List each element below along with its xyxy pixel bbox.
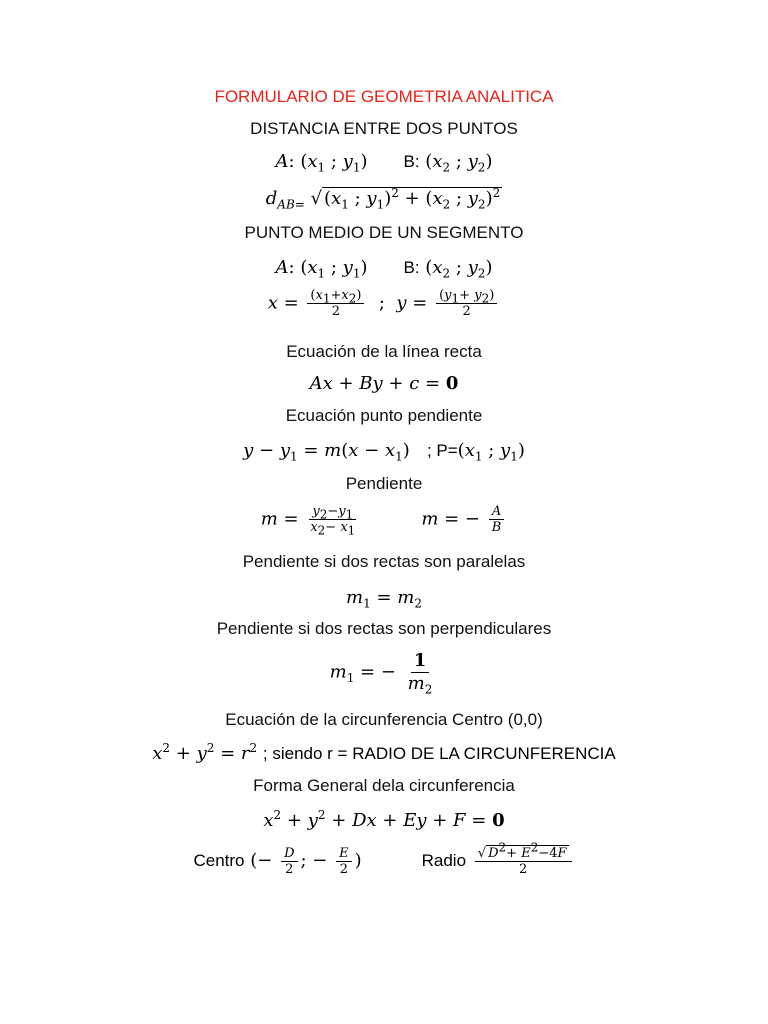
formula-paralelas: $m_1 = m_2$ (346, 587, 422, 611)
formula-forma-general: $x^2 + y^2 + Dx + Ey + F = 0$ (263, 808, 505, 831)
heading-perpendiculares: Pendiente si dos rectas son perpendiculares (216, 619, 552, 638)
heading-pendiente: Pendiente (345, 474, 423, 493)
formula-punto-pendiente: $y - y_1 = m(x - x_1)$ ; $P=(x_1$ ; $y_1$) (243, 440, 525, 464)
formula-distancia: $d_{AB=}$ √ ($x_1$ ; $y_1)^2 + (x_2$ ; $y_2)^2$ (265, 186, 501, 212)
formula-circunferencia-centro: $x^2 + y^2 = r^2$ ; siendo r = RADIO DE LA CIRCUNFERENCIA (152, 741, 616, 764)
formula-points-distancia: A: ($x_1$ ; $y_1$) B: ($x_2$ ; $y_2$) (275, 151, 493, 175)
formula-perpendiculares: $m_1$ = − $\frac{1}{m_2}$ (329, 650, 433, 697)
heading-forma-general: Forma General dela circunferencia (253, 776, 515, 795)
page-title: FORMULARIO DE GEOMETRIA ANALITICA (214, 87, 554, 106)
formula-pendiente: m = $\frac{y_2-y_1}{x_2- x_1}$ m = − $\frac{A}{B}$ (0, 504, 768, 535)
heading-distancia: DISTANCIA ENTRE DOS PUNTOS (250, 119, 518, 138)
heading-recta: Ecuación de la línea recta (286, 342, 482, 361)
heading-punto-medio: PUNTO MEDIO DE UN SEGMENTO (244, 223, 524, 242)
formula-centro-radio: Centro (− $\frac{D}{2}$ ; − $\frac{E}{2}$ ) Radio $\frac{√ D^2+ E^2-4F}{2}$ (0, 845, 768, 877)
heading-paralelas: Pendiente si dos rectas son paralelas (242, 552, 526, 571)
formula-punto-medio: x = $\frac{(x_1+x_2)}{2}$ ; y = $\frac{(y_1+ y_2)}{2}$ (0, 288, 768, 319)
formula-points-punto-medio: A: ($x_1$ ; $y_1$) B: ($x_2$ ; $y_2$) (275, 257, 493, 281)
heading-punto-pendiente: Ecuación punto pendiente (285, 406, 483, 425)
heading-circunferencia-centro: Ecuación de la circunferencia Centro (0,0) (225, 710, 543, 729)
formula-recta: Ax + By + c = 0 (309, 373, 459, 394)
